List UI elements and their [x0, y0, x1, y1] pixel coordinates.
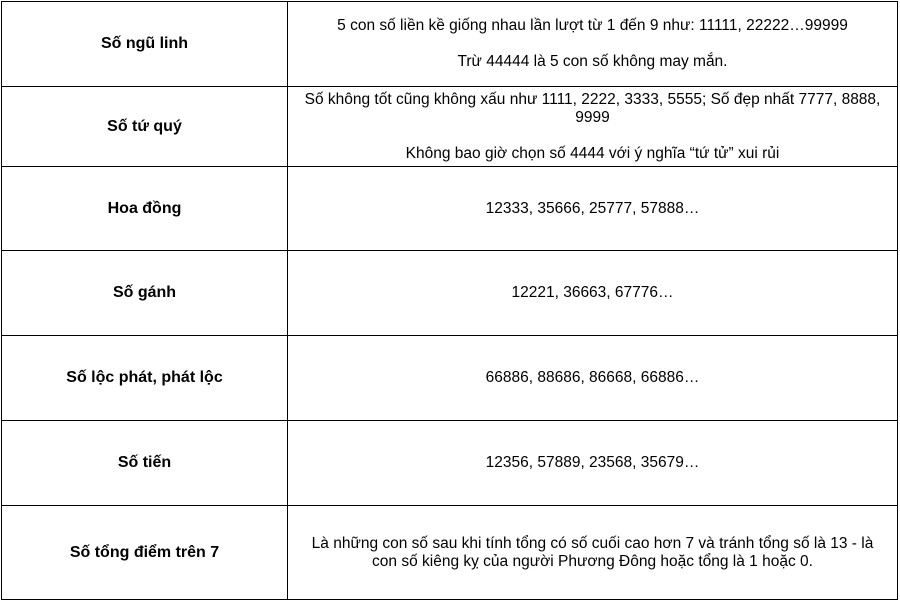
row-label: Số lộc phát, phát lộc [2, 336, 288, 421]
table-row [2, 251, 898, 336]
table-row [2, 2, 898, 87]
description-paragraph: 12221, 36663, 67776… [511, 284, 674, 301]
table-row [2, 167, 898, 251]
description-paragraph: 5 con số liền kề giống nhau lần lượt từ 1 đến 9 như: 11111, 22222…99999 [337, 17, 848, 34]
row-description [288, 87, 898, 167]
description-paragraph: Không bao giờ chọn số 4444 với ý nghĩa “tứ tử” xui rủi [405, 144, 780, 162]
row-label: Số gánh [2, 251, 288, 336]
description-paragraph: 12356, 57889, 23568, 35679… [485, 454, 700, 471]
row-label: Số tổng điểm trên 7 [2, 506, 288, 600]
table-row [2, 336, 898, 421]
table-row [2, 421, 898, 506]
row-description [288, 506, 898, 600]
description-paragraph: 66886, 88686, 86668, 66886… [485, 369, 700, 386]
row-label: Số ngũ linh [2, 2, 288, 87]
description-paragraph: Là những con số sau khi tính tổng có số cuối cao hơn 7 và tránh tổng số là 13 - là con số kiêng kỵ của người Phương Đông hoặc tổng là 1 hoặc 0. [311, 534, 874, 570]
table-row [2, 506, 898, 600]
description-paragraph: Trừ 44444 là 5 con số không may mắn. [457, 53, 728, 70]
row-label: Số tứ quý [2, 87, 288, 167]
description-paragraph: Số không tốt cũng không xấu như 1111, 2222, 3333, 5555; Số đẹp nhất 7777, 8888, 9999 [304, 90, 881, 126]
row-description [288, 336, 898, 421]
row-description [288, 2, 898, 87]
row-description [288, 251, 898, 336]
row-label: Hoa đồng [2, 167, 288, 251]
description-paragraph: 12333, 35666, 25777, 57888… [485, 199, 700, 217]
row-description [288, 167, 898, 251]
row-label: Số tiến [2, 421, 288, 506]
row-description [288, 421, 898, 506]
number-types-table [1, 1, 898, 600]
table-row [2, 87, 898, 167]
